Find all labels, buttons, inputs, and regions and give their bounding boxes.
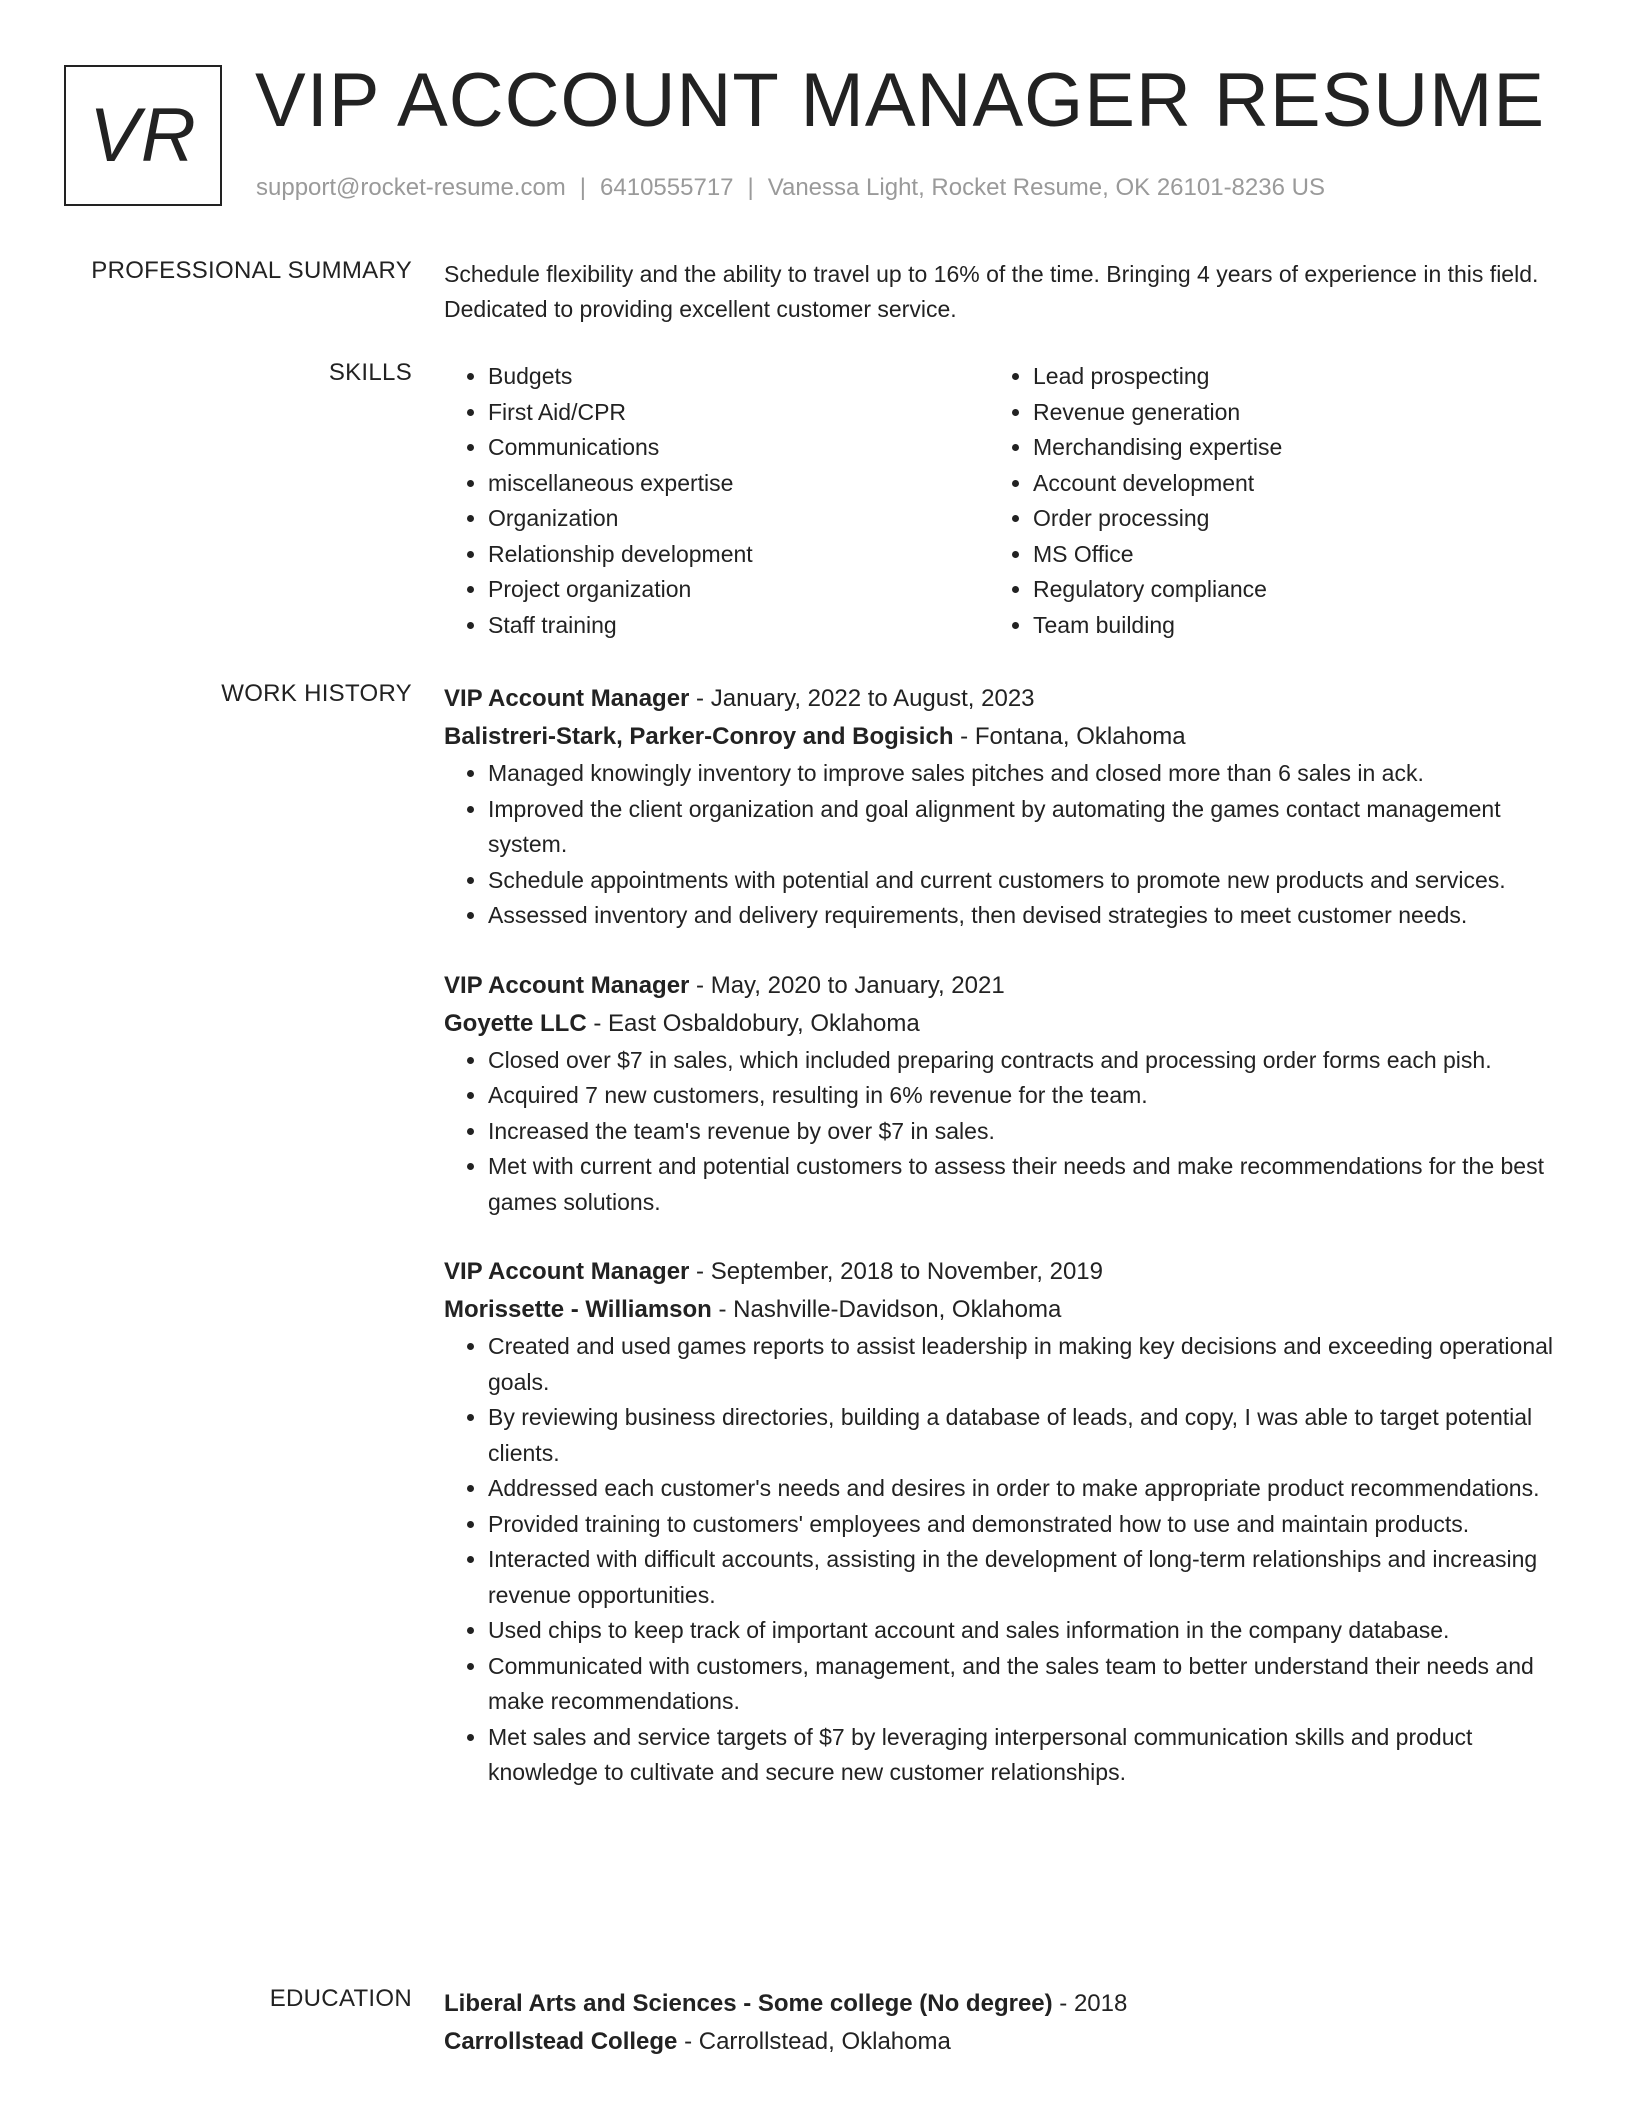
- education-location: - Carrollstead, Oklahoma: [677, 2028, 951, 2055]
- education-body: [444, 1985, 1564, 2061]
- job-duties: [444, 1329, 1564, 1791]
- contact-phone: 6410555717: [600, 174, 734, 201]
- job-company: Balistreri-Stark, Parker-Conroy and Bogisich: [444, 723, 954, 750]
- skills-body: [444, 359, 1564, 643]
- education-school: Carrollstead College: [444, 2028, 678, 2055]
- job-title: VIP Account Manager: [444, 685, 690, 712]
- job-entry: [444, 967, 1564, 1221]
- skill-item: • Organization: [488, 501, 989, 537]
- job-company-line: [444, 1291, 1564, 1329]
- duty-item: • Addressed each customer's needs and desires in order to make appropriate product recommendations.: [488, 1471, 1564, 1507]
- job-entry: [444, 1253, 1564, 1791]
- duty-item: • Assessed inventory and delivery requirements, then devised strategies to meet customer needs.: [488, 898, 1564, 934]
- skill-item: • Team building: [1033, 608, 1534, 644]
- skills-column-1: [444, 359, 989, 643]
- duty-item: • Used chips to keep track of important account and sales information in the company database.: [488, 1613, 1564, 1649]
- job-dates: - May, 2020 to January, 2021: [689, 971, 1005, 999]
- job-location: - Fontana, Oklahoma: [953, 723, 1186, 750]
- duty-item: • Provided training to customers' employees and demonstrated how to use and maintain products.: [488, 1507, 1564, 1543]
- job-duties: [444, 1043, 1564, 1221]
- monogram-box: [64, 65, 222, 206]
- skill-item: • Project organization: [488, 572, 989, 608]
- duty-item: • Acquired 7 new customers, resulting in 6% revenue for the team.: [488, 1078, 1564, 1114]
- section-label-skills: SKILLS: [328, 359, 412, 386]
- skill-item: • Account development: [1033, 466, 1534, 502]
- skill-item: • Budgets: [488, 359, 989, 395]
- skills-grid: [444, 359, 1564, 643]
- duty-item: • Managed knowingly inventory to improve sales pitches and closed more than 6 sales in ack.: [488, 756, 1564, 792]
- contact-line: [256, 174, 1325, 202]
- job-location: - East Osbaldobury, Oklahoma: [586, 1009, 920, 1037]
- monogram-initials: VR: [89, 93, 197, 178]
- job-company-line: [444, 718, 1564, 756]
- contact-email: support@rocket-resume.com: [256, 174, 566, 201]
- skills-column-2: [989, 359, 1534, 643]
- skill-item: • Order processing: [1033, 501, 1534, 537]
- skill-item: • Revenue generation: [1033, 395, 1534, 431]
- duty-item: • Closed over $7 in sales, which included preparing contracts and processing order forms each pish.: [488, 1043, 1564, 1079]
- skill-item: • Relationship development: [488, 537, 989, 573]
- section-label-education: EDUCATION: [269, 1985, 412, 2012]
- duty-item: • By reviewing business directories, building a database of leads, and copy, I was able to target potential clients.: [488, 1400, 1564, 1471]
- job-title-line: [444, 967, 1564, 1005]
- skill-item: • Lead prospecting: [1033, 359, 1534, 395]
- job-company: Goyette LLC: [444, 1009, 587, 1037]
- duty-item: • Increased the team's revenue by over $7 in sales.: [488, 1114, 1564, 1150]
- education-degree: Liberal Arts and Sciences - Some college (No degree): [444, 1990, 1053, 2017]
- resume-title: VIP ACCOUNT MANAGER RESUME: [255, 58, 1546, 143]
- job-dates: - January, 2022 to August, 2023: [689, 685, 1035, 712]
- summary-text: Schedule flexibility and the ability to travel up to 16% of the time. Bringing 4 years of experience in this field. Dedicated to providing excellent customer service.: [444, 261, 1539, 322]
- skill-item: • MS Office: [1033, 537, 1534, 573]
- skill-item: • First Aid/CPR: [488, 395, 989, 431]
- duty-item: • Communicated with customers, management, and the sales team to better understand their needs and make recommendations.: [488, 1649, 1564, 1720]
- job-title-line: [444, 1253, 1564, 1291]
- skill-item: • Merchandising expertise: [1033, 430, 1534, 466]
- duty-item: • Interacted with difficult accounts, assisting in the development of long-term relationships and increasing revenue opportunities.: [488, 1542, 1564, 1613]
- work-body: [444, 680, 1564, 1791]
- skill-item: • Communications: [488, 430, 989, 466]
- job-company: Morissette - Williamson: [444, 1296, 712, 1323]
- duty-item: • Schedule appointments with potential and current customers to promote new products and services.: [488, 863, 1564, 899]
- job-dates: - September, 2018 to November, 2019: [689, 1258, 1103, 1285]
- section-label-work: WORK HISTORY: [221, 680, 412, 707]
- job-title: VIP Account Manager: [444, 1258, 690, 1285]
- contact-separator: |: [747, 174, 754, 201]
- education-degree-line: [444, 1985, 1564, 2023]
- section-label-summary: PROFESSIONAL SUMMARY: [91, 257, 412, 284]
- education-school-line: [444, 2023, 1564, 2061]
- job-title: VIP Account Manager: [444, 971, 690, 999]
- job-company-line: [444, 1005, 1564, 1043]
- skill-item: • Staff training: [488, 608, 989, 644]
- job-duties: [444, 756, 1564, 934]
- contact-address: Vanessa Light, Rocket Resume, OK 26101-8236 US: [767, 174, 1325, 201]
- education-year: - 2018: [1052, 1990, 1128, 2017]
- duty-item: • Met sales and service targets of $7 by leveraging interpersonal communication skills and product knowledge to cultivate and secure new customer relationships.: [488, 1720, 1564, 1791]
- duty-item: • Improved the client organization and goal alignment by automating the games contact management system.: [488, 792, 1564, 863]
- job-title-line: [444, 680, 1564, 718]
- contact-separator: |: [579, 174, 587, 201]
- duty-item: • Met with current and potential customers to assess their needs and make recommendations for the best games solutions.: [488, 1149, 1564, 1220]
- summary-body: [444, 257, 1564, 327]
- duty-item: • Created and used games reports to assist leadership in making key decisions and exceeding operational goals.: [488, 1329, 1564, 1400]
- skill-item: • Regulatory compliance: [1033, 572, 1534, 608]
- job-location: - Nashville-Davidson, Oklahoma: [711, 1296, 1062, 1323]
- skill-item: • miscellaneous expertise: [488, 466, 989, 502]
- job-entry: [444, 680, 1564, 934]
